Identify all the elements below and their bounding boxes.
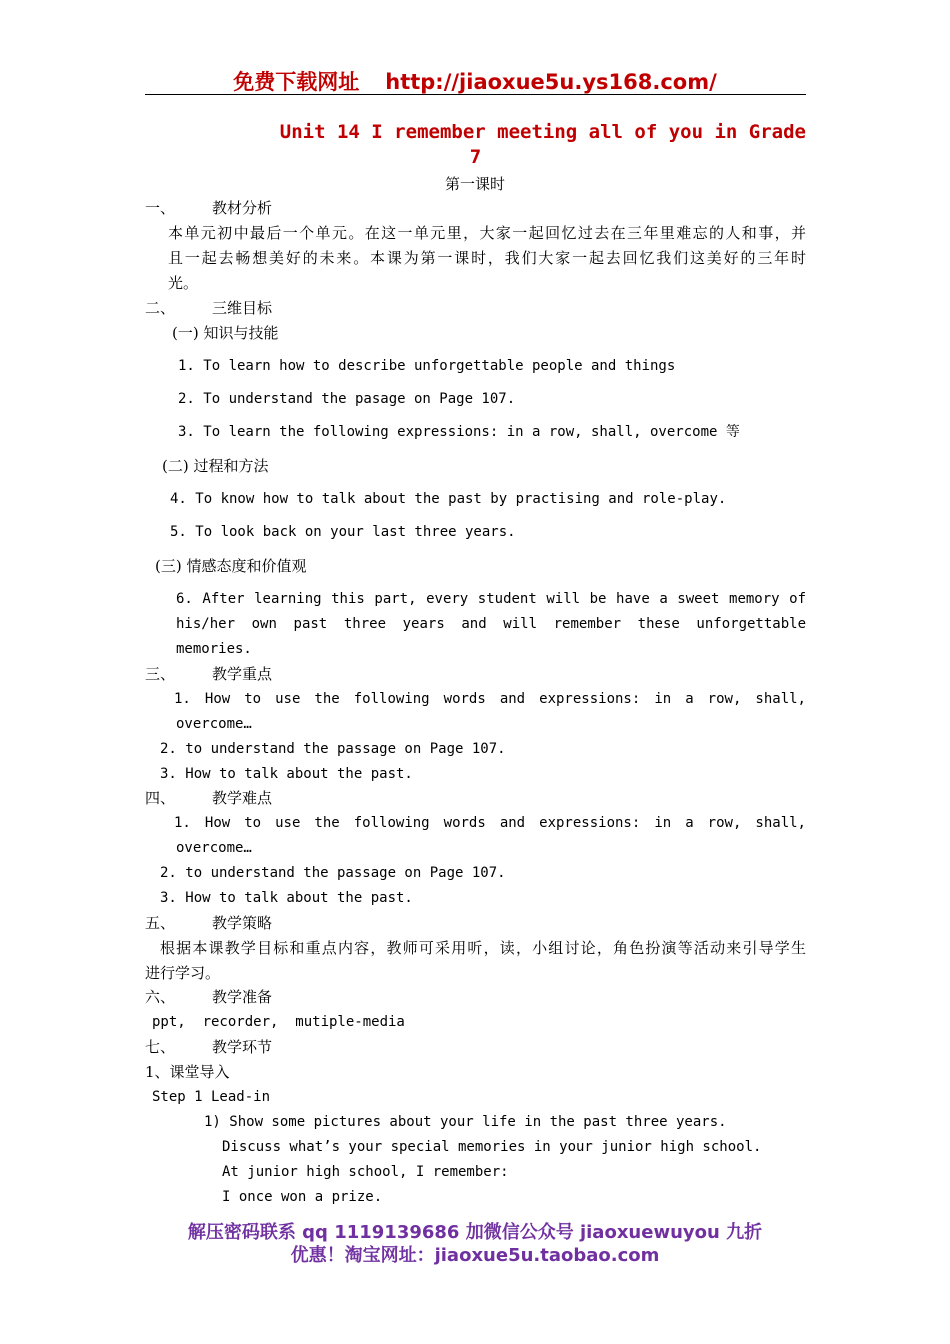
section-1-text-line: 且一起去畅想美好的未来。本课为第一课时，我们大家一起去回忆我们这美好的三年时 bbox=[168, 249, 806, 267]
objective-item: 2. To understand the pasage on Page 107. bbox=[178, 391, 516, 407]
section-7-heading: 教学环节 bbox=[212, 1038, 273, 1056]
objective-item: 4. To know how to talk about the past by practising and role-play. bbox=[170, 491, 727, 507]
subheading-process: (二) 过程和方法 bbox=[162, 457, 269, 475]
step-item: Discuss what’s your special memories in your junior high school. bbox=[222, 1139, 762, 1155]
section-3-heading: 教学重点 bbox=[212, 665, 273, 683]
key-point-item: 2. to understand the passage on Page 107. bbox=[160, 741, 506, 757]
section-5-heading: 教学策略 bbox=[212, 914, 273, 932]
step-item: 1) Show some pictures about your life in the past three years. bbox=[204, 1114, 727, 1130]
objective-item: 5. To look back on your last three years. bbox=[170, 524, 516, 540]
section-6-number: 六、 bbox=[145, 988, 176, 1006]
unit-title-line2: 7 bbox=[469, 146, 482, 168]
preparation-text: ppt, recorder, mutiple-media bbox=[152, 1014, 405, 1030]
step-heading: Step 1 Lead-in bbox=[152, 1089, 271, 1105]
header-url-link[interactable]: http://jiaoxue5u.ys168.com/ bbox=[385, 70, 717, 94]
subheading-knowledge: (一) 知识与技能 bbox=[172, 324, 279, 342]
subheading-attitude: (三) 情感态度和价值观 bbox=[155, 557, 307, 575]
objective-item: memories. bbox=[176, 641, 252, 657]
header-rule bbox=[145, 94, 806, 95]
section-5-number: 五、 bbox=[145, 914, 176, 932]
section-1-number: 一、 bbox=[145, 199, 176, 217]
unit-title-line1: Unit 14 I remember meeting all of you in Grade bbox=[279, 121, 806, 143]
section-2-heading: 三维目标 bbox=[212, 299, 273, 317]
section-3-number: 三、 bbox=[145, 665, 176, 683]
section-4-number: 四、 bbox=[145, 789, 176, 807]
procedure-subheading: 1、课堂导入 bbox=[145, 1063, 230, 1081]
objective-item: 3. To learn the following expressions: in a row, shall, overcome 等 bbox=[178, 424, 740, 440]
section-4-heading: 教学难点 bbox=[212, 789, 273, 807]
objective-item: 1. To learn how to describe unforgettable people and things bbox=[178, 358, 676, 374]
section-2-number: 二、 bbox=[145, 299, 176, 317]
difficulty-item: overcome… bbox=[176, 840, 252, 856]
strategy-text-line: 进行学习。 bbox=[145, 964, 221, 982]
key-point-item: 1. How to use the following words and expressions: in a row, shall, bbox=[174, 691, 806, 707]
key-point-item: overcome… bbox=[176, 716, 252, 732]
difficulty-item: 1. How to use the following words and expressions: in a row, shall, bbox=[174, 815, 806, 831]
section-1-heading: 教材分析 bbox=[212, 199, 273, 217]
objective-item: his/her own past three years and will remember these unforgettable bbox=[176, 616, 806, 632]
section-1-text-line: 光。 bbox=[168, 274, 199, 292]
objective-item: 6. After learning this part, every student will be have a sweet memory of bbox=[176, 591, 806, 607]
section-1-text-line: 本单元初中最后一个单元。在这一单元里，大家一起回忆过去在三年里难忘的人和事，并 bbox=[168, 224, 806, 242]
step-item: At junior high school, I remember: bbox=[222, 1164, 509, 1180]
footer-shop-line: 优惠！淘宝网址：jiaoxue5u.taobao.com bbox=[290, 1245, 660, 1266]
footer-contact-line: 解压密码联系 qq 1119139686 加微信公众号 jiaoxuewuyou 九折 bbox=[187, 1222, 763, 1243]
strategy-text-line: 根据本课教学目标和重点内容，教师可采用听，读，小组讨论，角色扮演等活动来引导学生 bbox=[160, 939, 806, 957]
key-point-item: 3. How to talk about the past. bbox=[160, 766, 413, 782]
section-6-heading: 教学准备 bbox=[212, 988, 273, 1006]
section-7-number: 七、 bbox=[145, 1038, 176, 1056]
lesson-subtitle: 第一课时 bbox=[444, 175, 505, 193]
step-item: I once won a prize. bbox=[222, 1189, 383, 1205]
header-label: 免费下载网址 bbox=[233, 70, 360, 94]
download-header bbox=[145, 66, 805, 96]
difficulty-item: 3. How to talk about the past. bbox=[160, 890, 413, 906]
difficulty-item: 2. to understand the passage on Page 107. bbox=[160, 865, 506, 881]
